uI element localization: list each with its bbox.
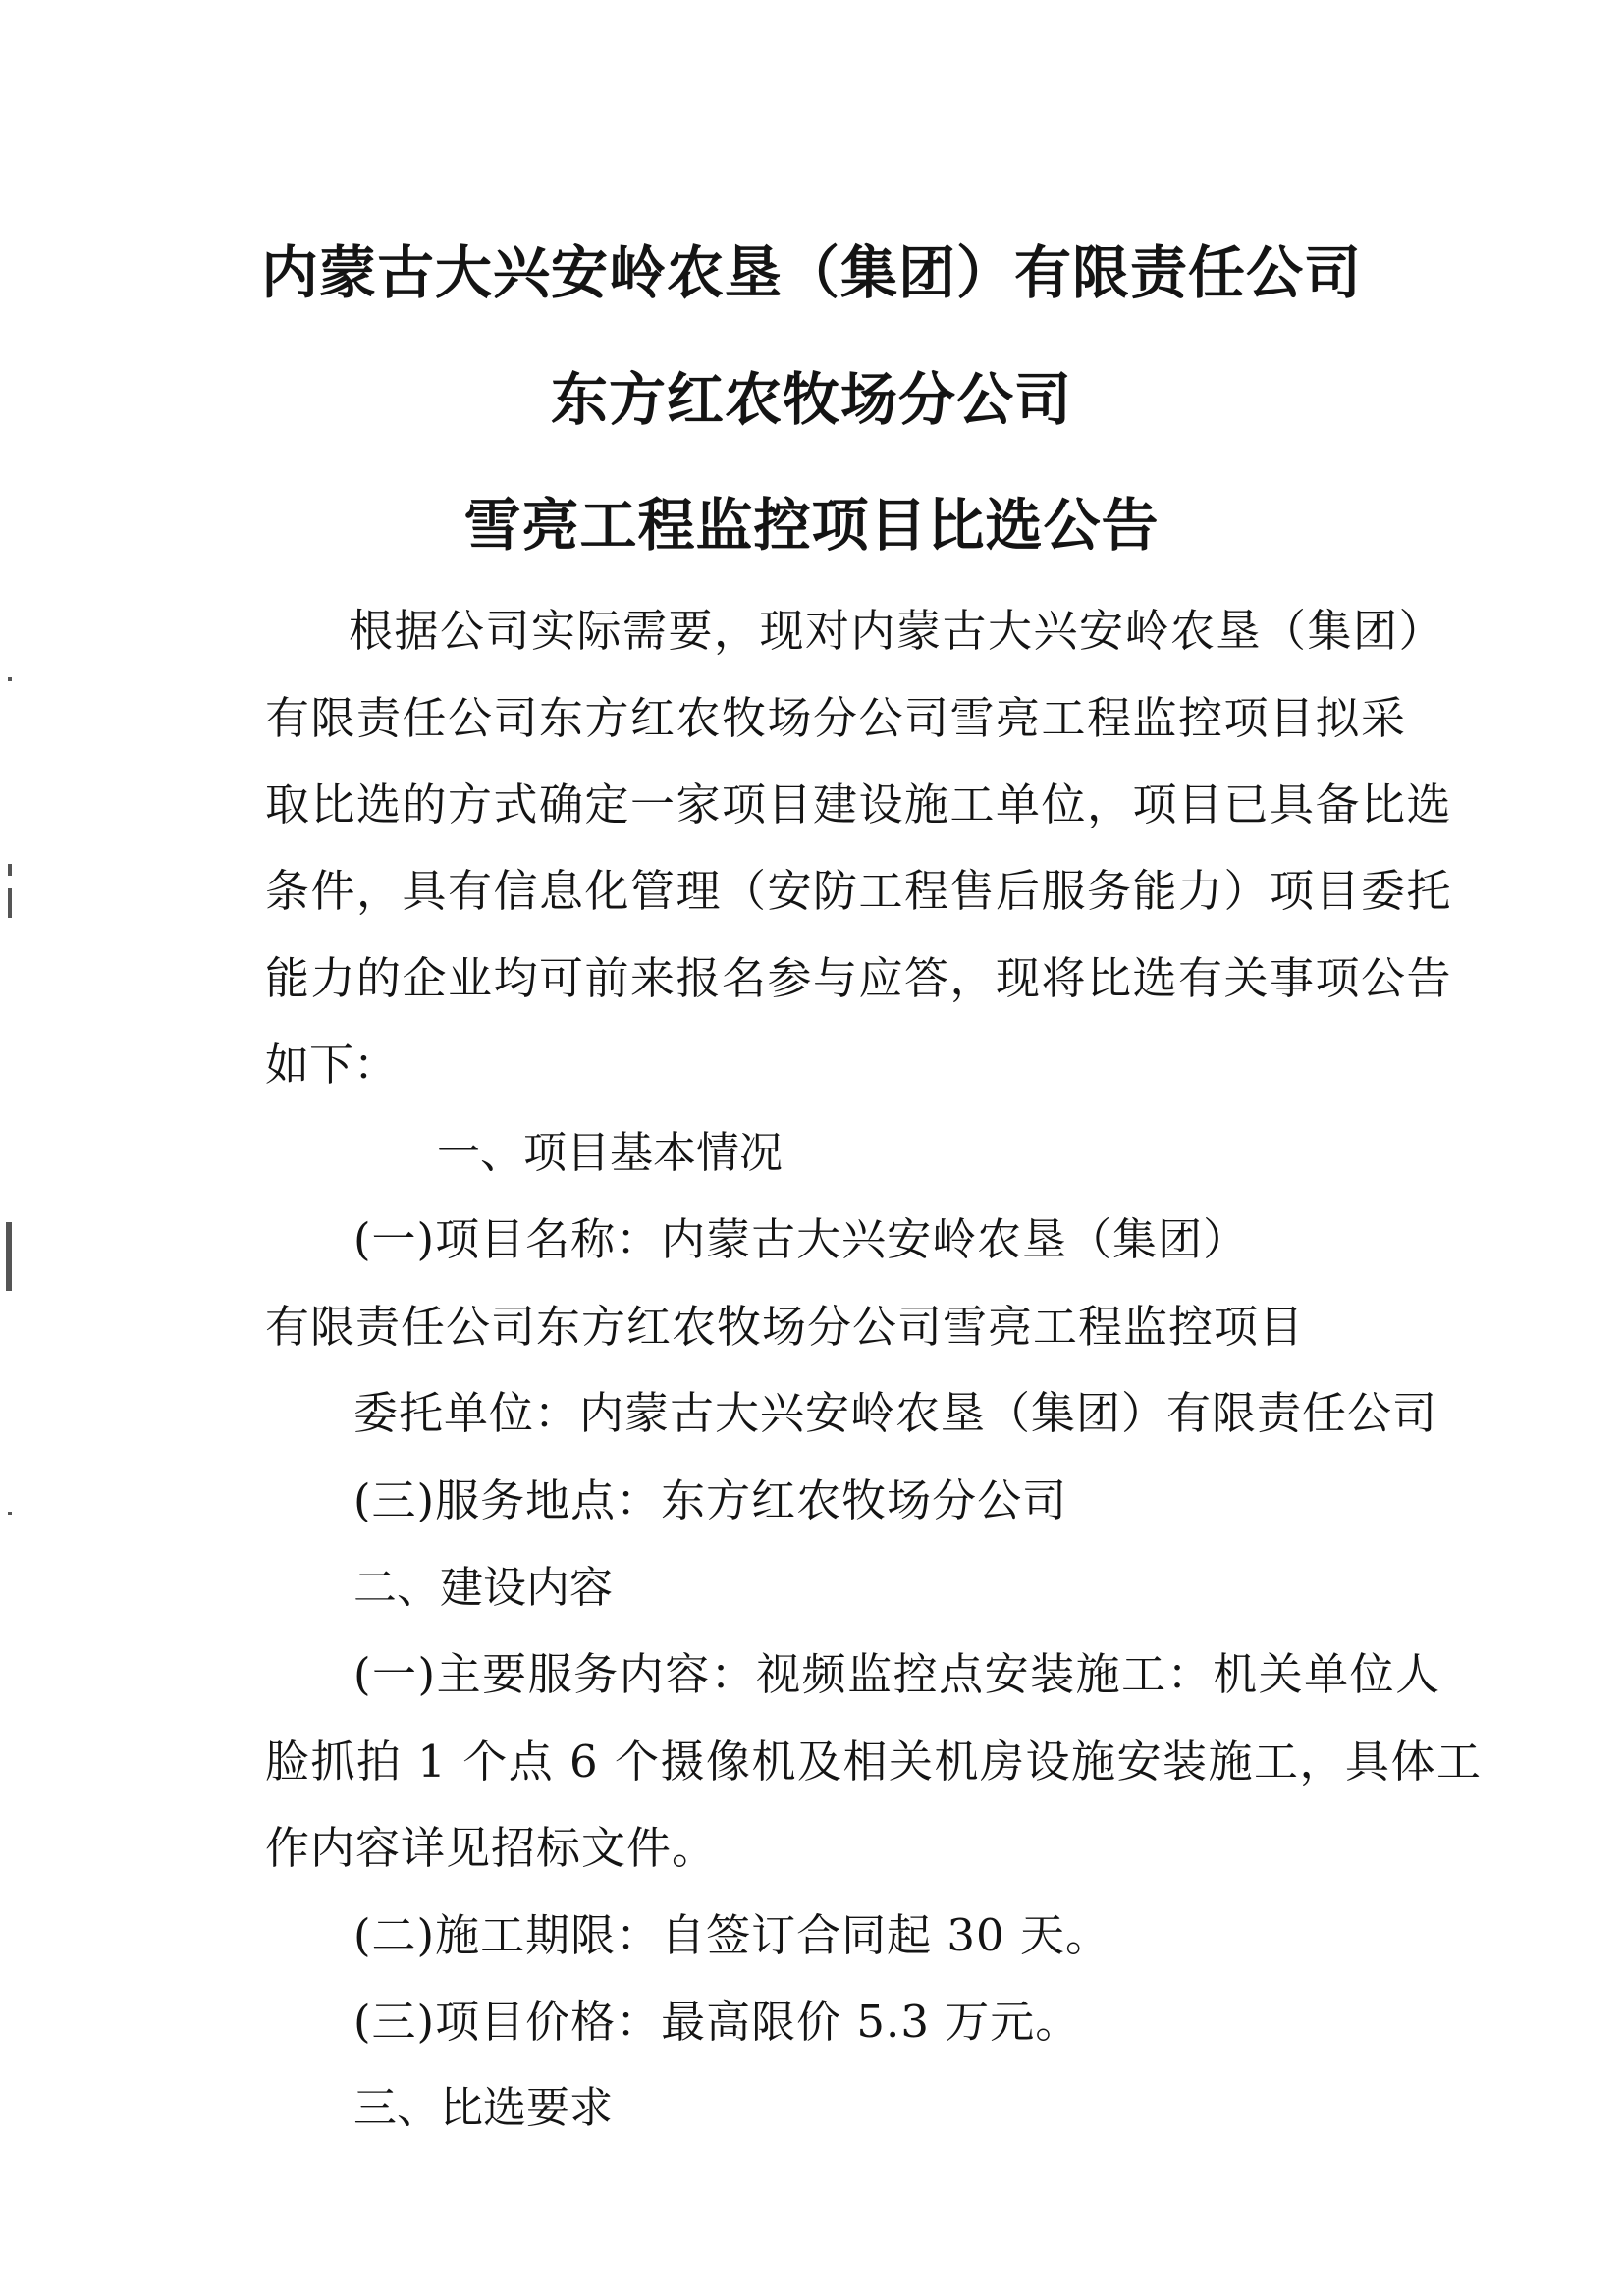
section-2-heading: 二、建设内容 (353, 1563, 613, 1613)
scan-mark (8, 864, 12, 876)
scan-mark (8, 677, 12, 681)
intro-line-4: 条件，具有信息化管理（安防工程售后服务能力）项目委托 (265, 865, 1453, 917)
scan-mark (8, 888, 12, 918)
project-name-line-1: (一)项目名称：内蒙古大兴安岭农垦（集团） (353, 1213, 1249, 1265)
service-content-line-3: 作内容详见招标文件。 (265, 1822, 718, 1874)
project-price: (三)项目价格：最高限价 5.3 万元。 (353, 1996, 1081, 2048)
service-location: (三)服务地点：东方红农牧场分公司 (353, 1474, 1068, 1526)
title-line-3: 雪亮工程监控项目比选公告 (463, 492, 1160, 559)
project-name-line-2: 有限责任公司东方红农牧场分公司雪亮工程监控项目 (265, 1301, 1305, 1353)
intro-line-2: 有限责任公司东方红农牧场分公司雪亮工程监控项目拟采 (265, 692, 1407, 744)
scan-mark (8, 1512, 12, 1515)
entrusting-unit: 委托单位：内蒙古大兴安岭农垦（集团）有限责任公司 (353, 1387, 1438, 1439)
section-3-heading: 三、比选要求 (353, 2083, 613, 2133)
construction-period: (二)施工期限：自签订合同起 30 天。 (353, 1909, 1110, 1961)
service-content-line-2: 脸抓拍 1 个点 6 个摄像机及相关机房设施安装施工，具体工 (265, 1735, 1483, 1788)
section-1-heading: 一、项目基本情况 (437, 1128, 783, 1178)
service-content-line-1: (一)主要服务内容：视频监控点安装施工：机关单位人 (353, 1648, 1441, 1700)
intro-line-6: 如下： (265, 1039, 399, 1091)
intro-line-1: 根据公司实际需要，现对内蒙古大兴安岭农垦（集团） (349, 605, 1445, 657)
title-line-1: 内蒙古大兴安岭农垦（集团）有限责任公司 (260, 240, 1362, 306)
scan-mark (6, 1222, 12, 1291)
intro-line-5: 能力的企业均可前来报名参与应答，现将比选有关事项公告 (265, 952, 1453, 1004)
title-line-2: 东方红农牧场分公司 (550, 366, 1072, 433)
intro-line-3: 取比选的方式确定一家项目建设施工单位，项目已具备比选 (265, 778, 1453, 830)
